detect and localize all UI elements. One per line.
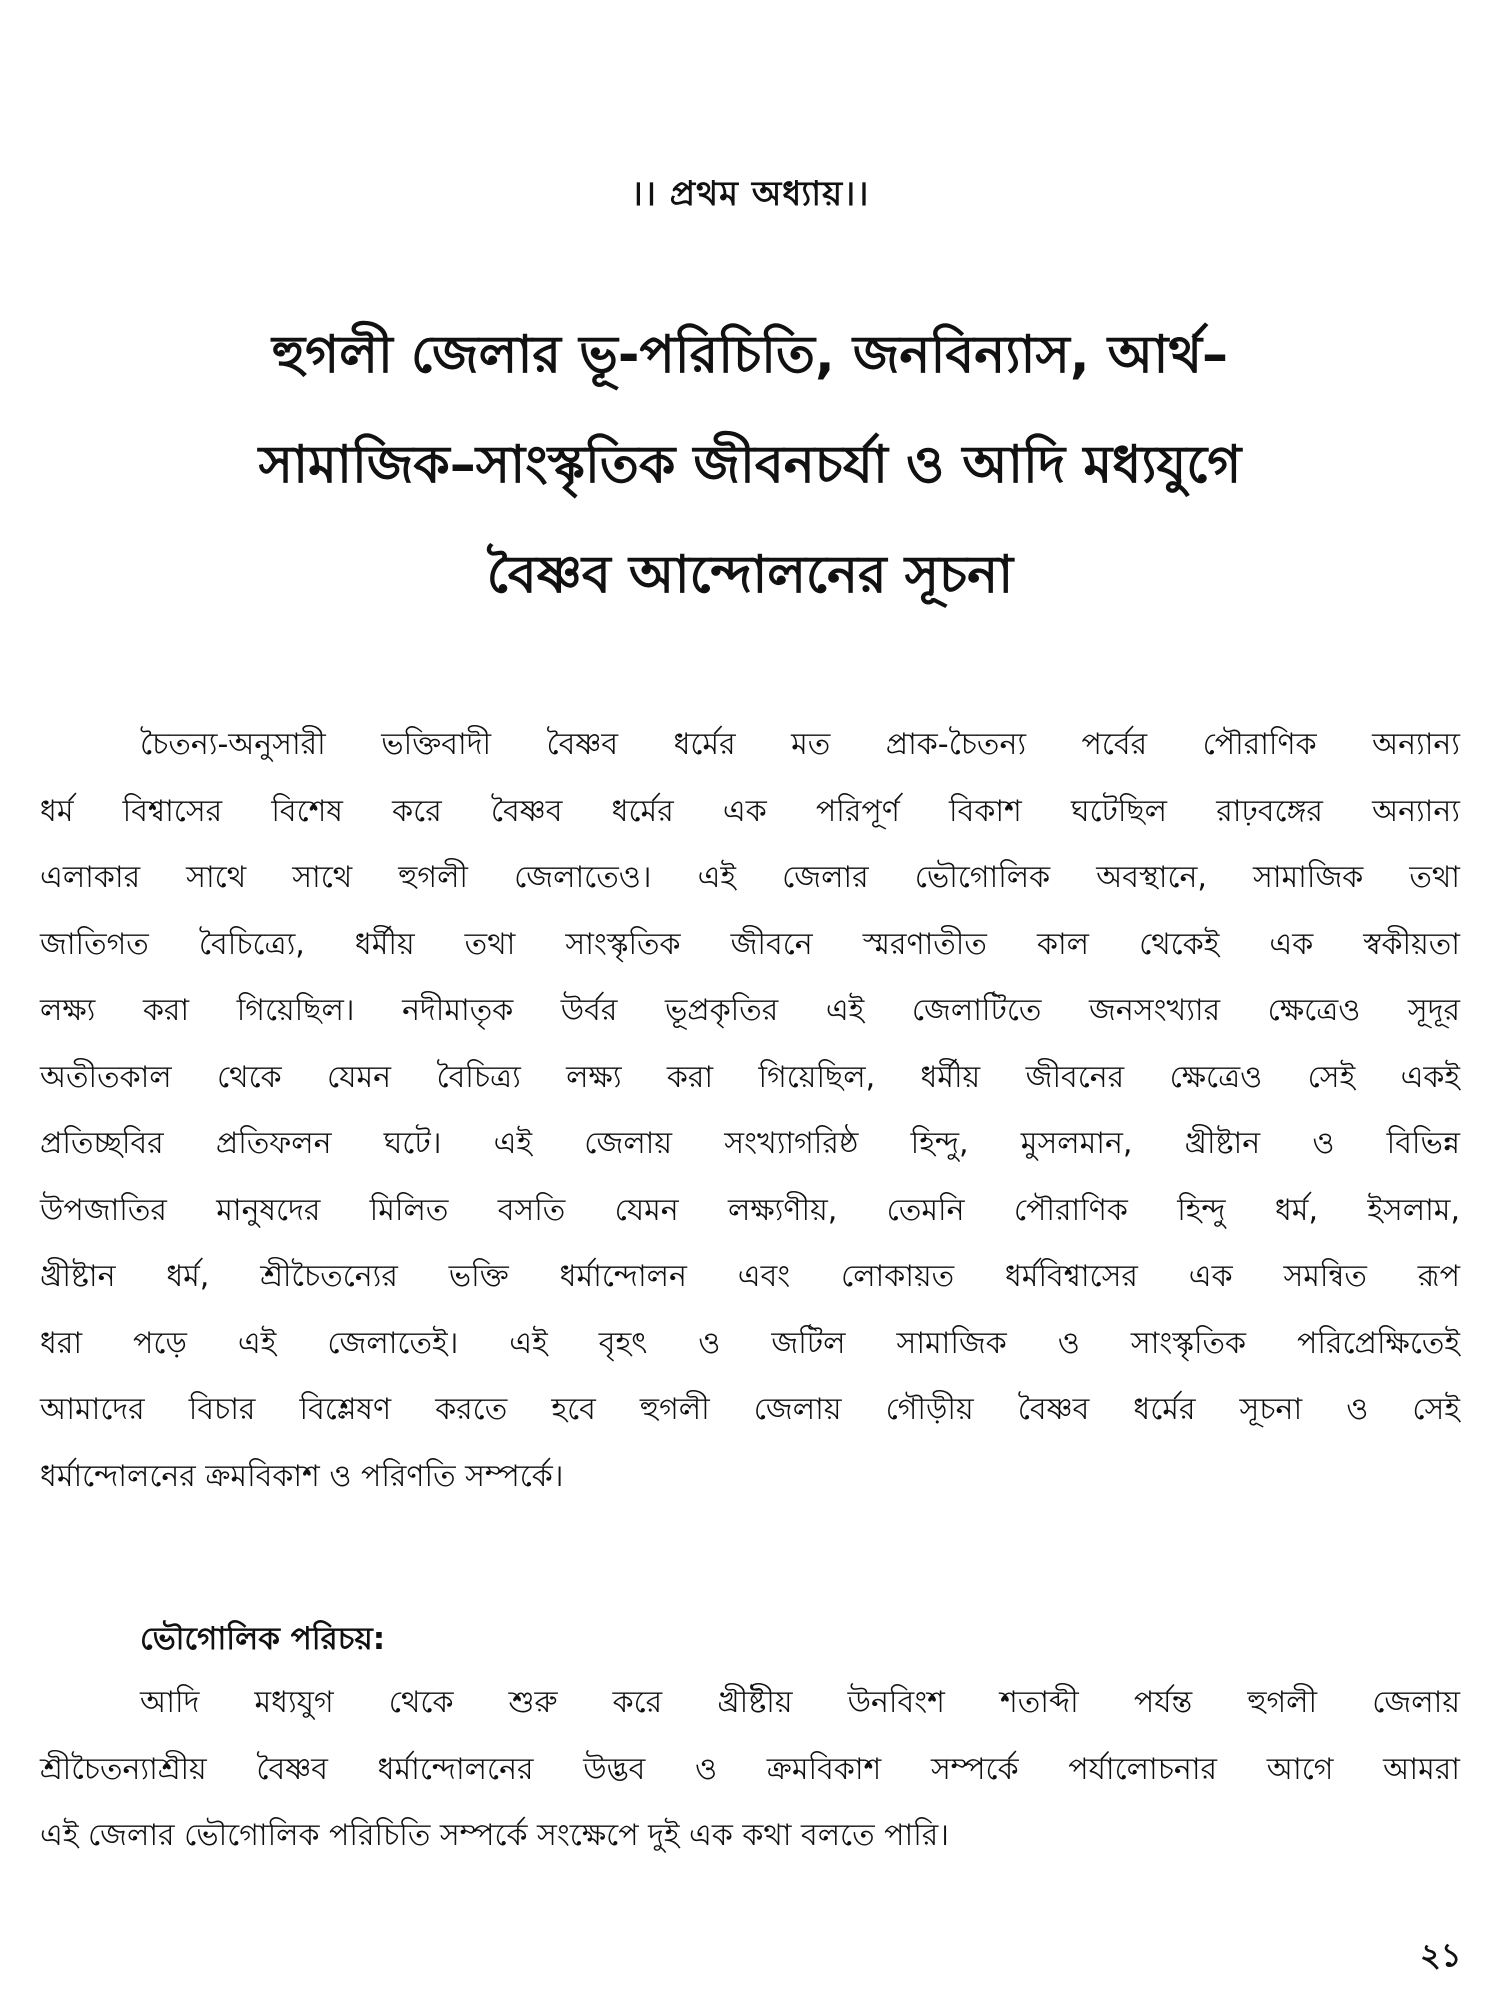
paragraph-line: অতীতকাল থেকে যেমন বৈচিত্র্য লক্ষ্য করা গিয়েছিল, ধর্মীয় জীবনের ক্ষেত্রেও সেই একই [40, 1059, 1460, 1095]
page-number: ২১ [1420, 1936, 1462, 1974]
paragraph-line: শ্রীচৈতন্যাশ্রীয় বৈষ্ণব ধর্মান্দোলনের উদ্ভব ও ক্রমবিকাশ সম্পর্কে পর্যালোচনার আগে আমরা [40, 1751, 1460, 1787]
paragraph-line: ধর্মান্দোলনের ক্রমবিকাশ ও পরিণতি সম্পর্কে। [40, 1458, 564, 1494]
title-line: হুগলী জেলার ভূ-পরিচিতি, জনবিন্যাস, আর্থ– [271, 325, 1229, 385]
paragraph-line: উপজাতির মানুষদের মিলিত বসতি যেমন লক্ষ্যণীয়, তেমনি পৌরাণিক হিন্দু ধর্ম, ইসলাম, [40, 1192, 1460, 1228]
paragraph-line: ধরা পড়ে এই জেলাতেই। এই বৃহৎ ও জটিল সামাজিক ও সাংস্কৃতিক পরিপ্রেক্ষিতেই [40, 1325, 1460, 1361]
paragraph-line: চৈতন্য-অনুসারী ভক্তিবাদী বৈষ্ণব ধর্মের মত প্রাক-চৈতন্য পর্বের পৌরাণিক অন্যান্য [140, 727, 1460, 762]
paragraph-line: জাতিগত বৈচিত্র্যে, ধর্মীয় তথা সাংস্কৃতিক জীবনে স্মরণাতীত কাল থেকেই এক স্বকীয়তা [40, 926, 1460, 962]
paragraph-introduction [40, 712, 1460, 1510]
paragraph-line: প্রতিচ্ছবির প্রতিফলন ঘটে। এই জেলায় সংখ্যাগরিষ্ঠ হিন্দু, মুসলমান, খ্রীষ্টান ও বিভিন্ন [40, 1126, 1460, 1161]
paragraph-line: এই জেলার ভৌগোলিক পরিচিতি সম্পর্কে সংক্ষেপে দুই এক কথা বলতে পারি। [40, 1818, 950, 1853]
paragraph-line: আমাদের বিচার বিশ্লেষণ করতে হবে হুগলী জেলায় গৌড়ীয় বৈষ্ণব ধর্মের সূচনা ও সেই [40, 1392, 1460, 1427]
section-heading: ভৌগোলিক পরিচয়: [140, 1621, 386, 1657]
title-line: বৈষ্ণব আন্দোলনের সূচনা [486, 545, 1014, 605]
paragraph-line: আদি মধ্যযুগ থেকে শুরু করে খ্রীষ্টীয় উনবিংশ শতাব্দী পর্যন্ত হুগলী জেলায় [140, 1685, 1460, 1720]
paragraph-line: ধর্ম বিশ্বাসের বিশেষ করে বৈষ্ণব ধর্মের এক পরিপূর্ণ বিকাশ ঘটেছিল রাঢ়বঙ্গের অন্যান্য [40, 793, 1460, 829]
paragraph-line: এলাকার সাথে সাথে হুগলী জেলাতেও। এই জেলার ভৌগোলিক অবস্থানে, সামাজিক তথা [40, 860, 1460, 895]
paragraph-line: লক্ষ্য করা গিয়েছিল। নদীমাতৃক উর্বর ভূপ্রকৃতির এই জেলাটিতে জনসংখ্যার ক্ষেত্রেও সূদূর [40, 993, 1460, 1028]
chapter-label: ।। প্রথম অধ্যায়।। [630, 174, 870, 214]
paragraph-geography [40, 1670, 1460, 1870]
title-line: সামাজিক–সাংস্কৃতিক জীবনচর্যা ও আদি মধ্যযুগে [258, 435, 1242, 495]
chapter-title [90, 300, 1410, 630]
paragraph-line: খ্রীষ্টান ধর্ম, শ্রীচৈতন্যের ভক্তি ধর্মান্দোলন এবং লোকায়ত ধর্মবিশ্বাসের এক সমন্বিত রূপ [40, 1259, 1460, 1294]
